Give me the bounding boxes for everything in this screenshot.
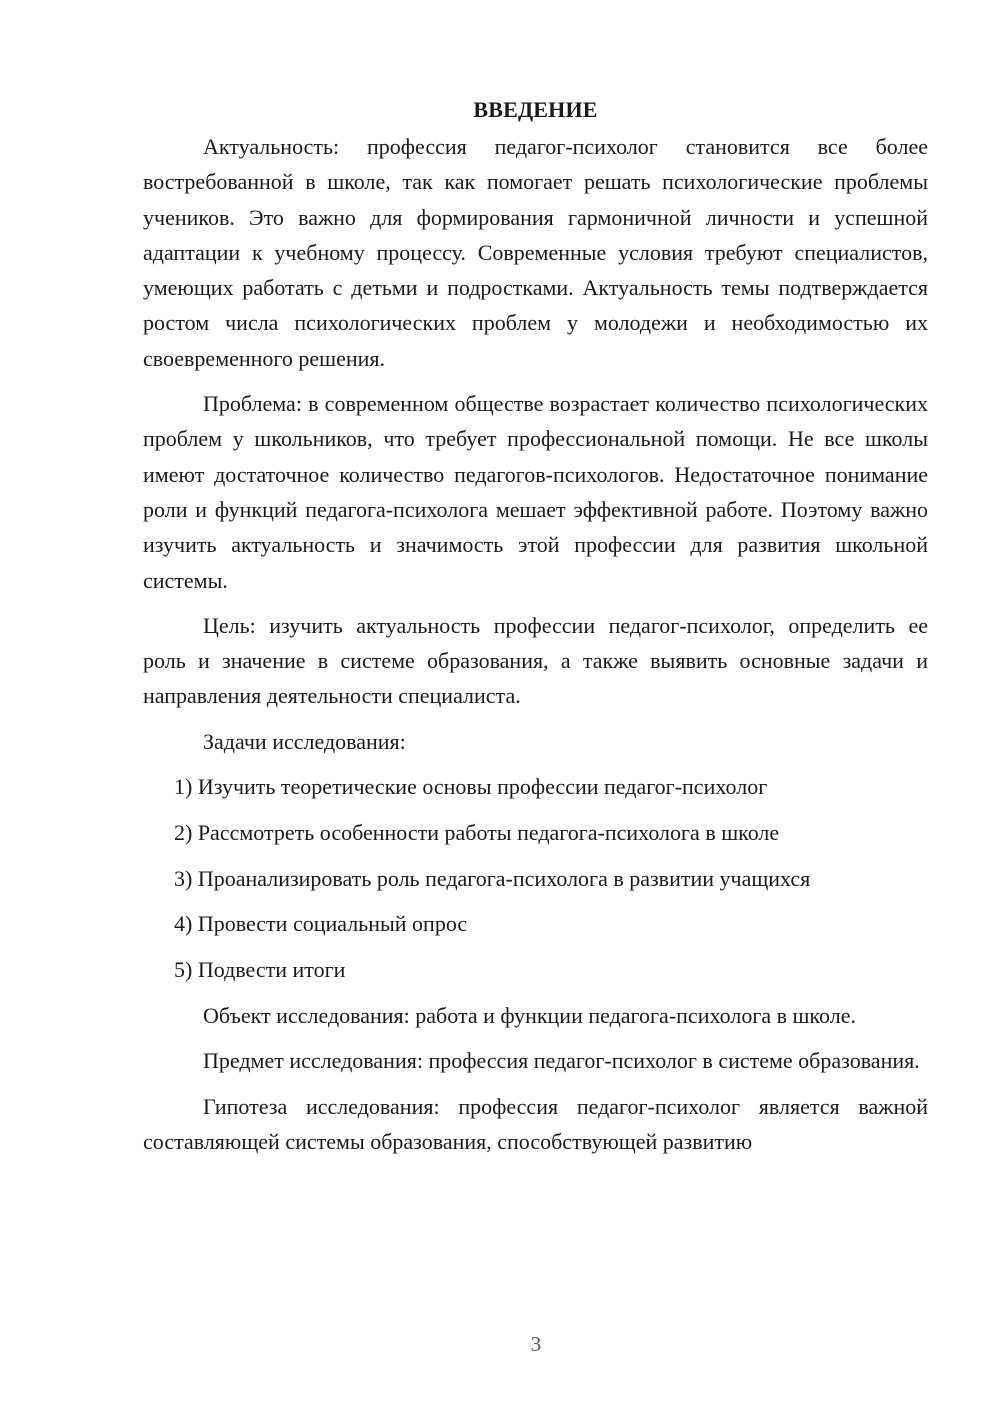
- tasks-heading: Задачи исследования:: [203, 728, 406, 754]
- list-item: 4) Провести социальный опрос: [174, 911, 468, 937]
- list-item: 3) Проанализировать роль педагога-психолога в развитии учащихся: [174, 865, 811, 891]
- problem-paragraph: Проблема: в современном обществе возрастает количество психологических проблем у школьников, что требует профессиональной помощи. Не все школы имеют достаточное количество педагогов-психологов. Недостаточное понимание роли и функций педагога-психолога мешает эффективной работе. Поэтому важно изучить актуальность и значимость этой профессии для развития школьной системы.: [143, 391, 928, 593]
- section-title: ВВЕДЕНИЕ: [473, 97, 598, 122]
- tasks-list: [143, 769, 928, 987]
- object-paragraph: Объект исследования: работа и функции педагога-психолога в школе.: [203, 1003, 856, 1029]
- list-item: 2) Рассмотреть особенности работы педагога-психолога в школе: [174, 819, 780, 845]
- subject-paragraph: Предмет исследования: профессия педагог-психолог в системе образования.: [203, 1048, 920, 1074]
- goal-paragraph: Цель: изучить актуальность профессии педагог-психолог, определить ее роль и значение в системе образования, а также выявить основные задачи и направления деятельности специалиста.: [143, 612, 928, 709]
- document-page: [143, 92, 928, 1169]
- list-item: 1) Изучить теоретические основы профессии педагог-психолог: [174, 774, 768, 800]
- relevance-paragraph: Актуальность: профессия педагог-психолог становится все более востребованной в школе, так как помогает решать психологические проблемы учеников. Это важно для формирования гармоничной личности и успешной адаптации к учебному процессу. Современные условия требуют специалистов, умеющих работать с детьми и подростками. Актуальность темы подтверждается ростом числа психологических проблем у молодежи и необходимостью их своевременного решения.: [143, 134, 928, 371]
- list-item: 5) Подвести итоги: [174, 957, 346, 983]
- hypothesis-paragraph: Гипотеза исследования: профессия педагог-психолог является важной составляющей системы образования, способствующей развитию: [143, 1093, 928, 1154]
- page-number: 3: [530, 1332, 542, 1356]
